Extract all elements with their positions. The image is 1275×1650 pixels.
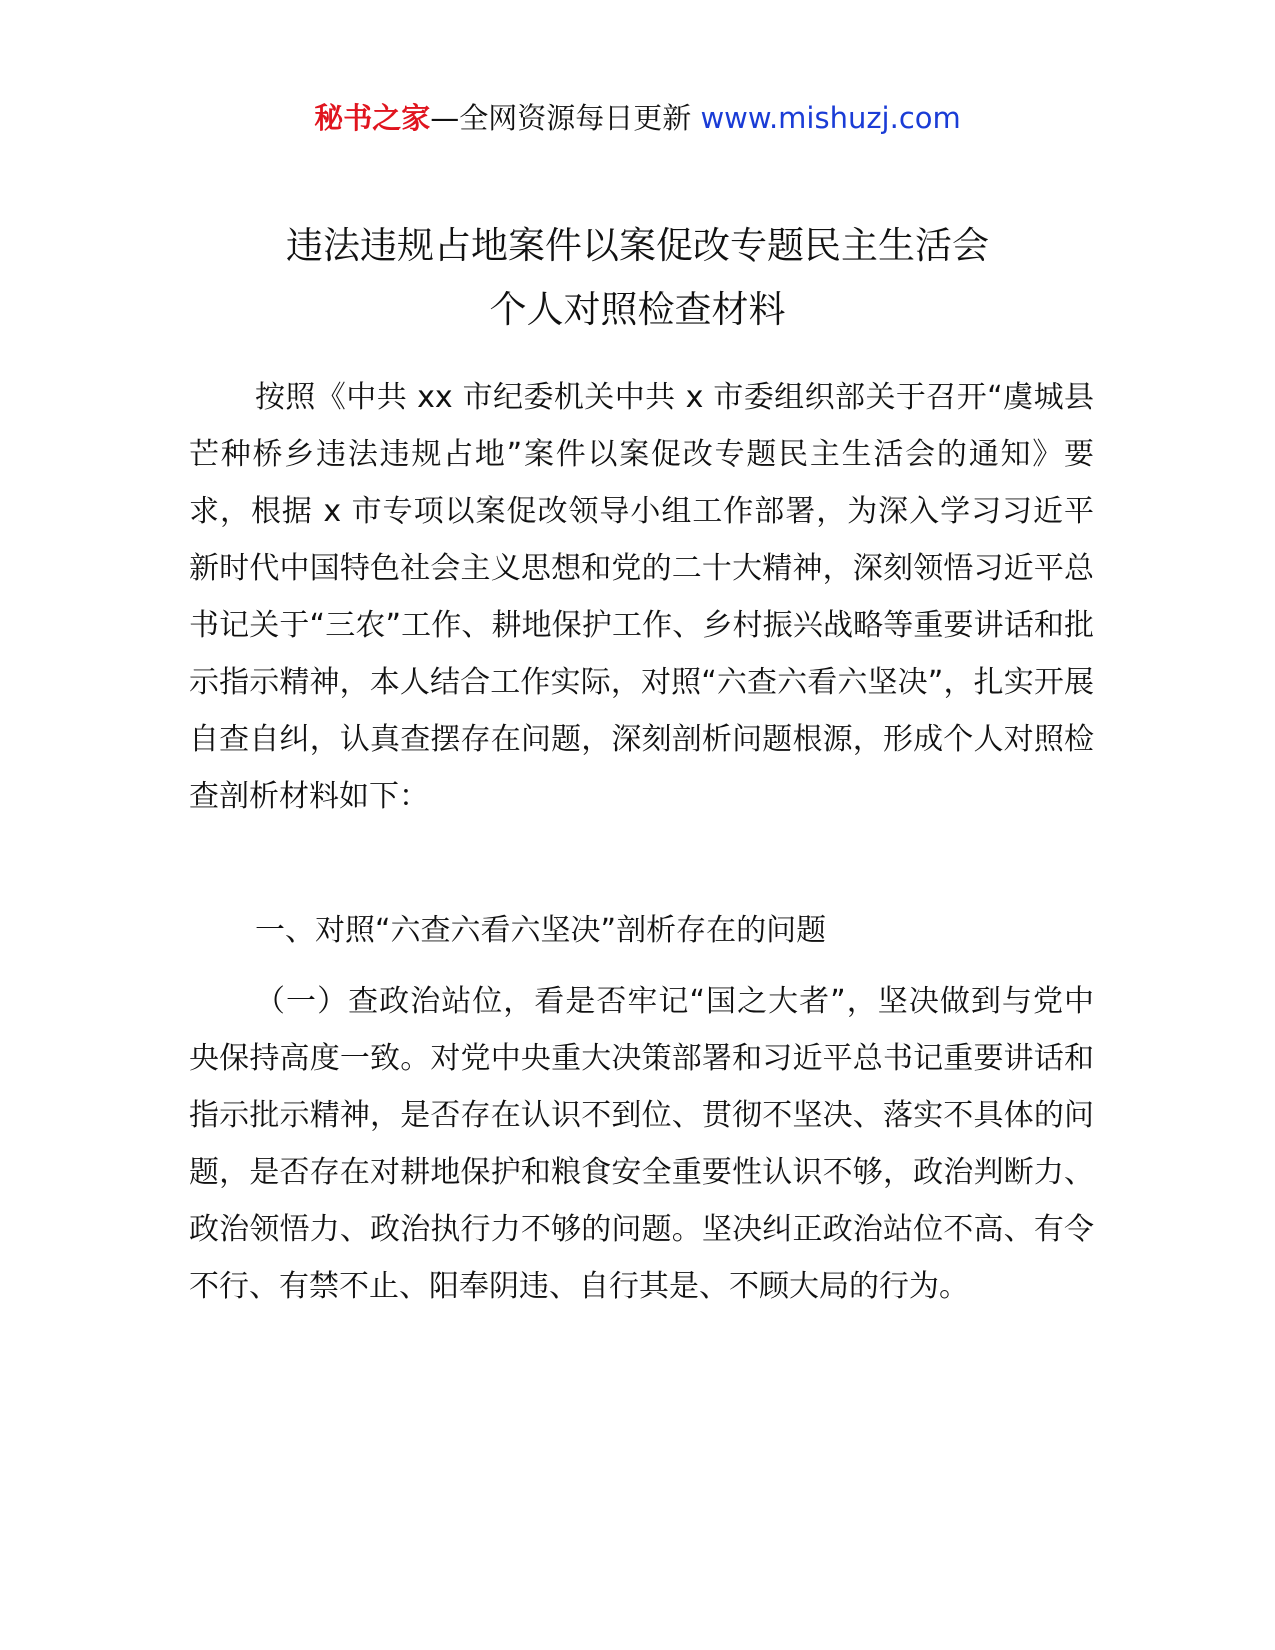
site-url-link[interactable]: www.mishuzj.com bbox=[700, 101, 961, 135]
intro-paragraph-block bbox=[189, 369, 1094, 825]
document-title-line-1: 违法违规占地案件以案促改专题民主生活会 bbox=[286, 224, 989, 267]
section-heading-block bbox=[189, 902, 1094, 959]
site-tagline: —全网资源每日更新 bbox=[430, 101, 692, 135]
site-header bbox=[0, 98, 1275, 138]
section-item-block bbox=[189, 973, 1094, 1315]
section-1-item-1-paragraph: （一）查政治站位，看是否牢记“国之大者”，坚决做到与党中央保持高度一致。对党中央重大决策部署和习近平总书记重要讲话和指示批示精神，是否存在认识不到位、贯彻不坚决、落实不具体的问题，是否存在对耕地保护和粮食安全重要性认识不够，政治判断力、政治领悟力、政治执行力不够的问题。坚决纠正政治站位不高、有令不行、有禁不止、阳奉阴违、自行其是、不顾大局的行为。 bbox=[189, 984, 1094, 1304]
intro-paragraph: 按照《中共 xx 市纪委机关中共 x 市委组织部关于召开“虞城县芒种桥乡违法违规占地”案件以案促改专题民主生活会的通知》要求，根据 x 市专项以案促改领导小组工作部署，为深入学习习近平新时代中国特色社会主义思想和党的二十大精神，深刻领悟习近平总书记关于“三农”工作、耕地保护工作、乡村振兴战略等重要讲话和批示指示精神，本人结合工作实际，对照“六查六看六坚决”，扎实开展自查自纠，认真查摆存在问题，深刻剖析问题根源，形成个人对照检查剖析材料如下： bbox=[189, 380, 1094, 814]
site-brand: 秘书之家 bbox=[314, 101, 431, 135]
section-1-heading: 一、对照“六查六看六坚决”剖析存在的问题 bbox=[255, 913, 827, 948]
document-title-line-2: 个人对照检查材料 bbox=[489, 288, 786, 331]
